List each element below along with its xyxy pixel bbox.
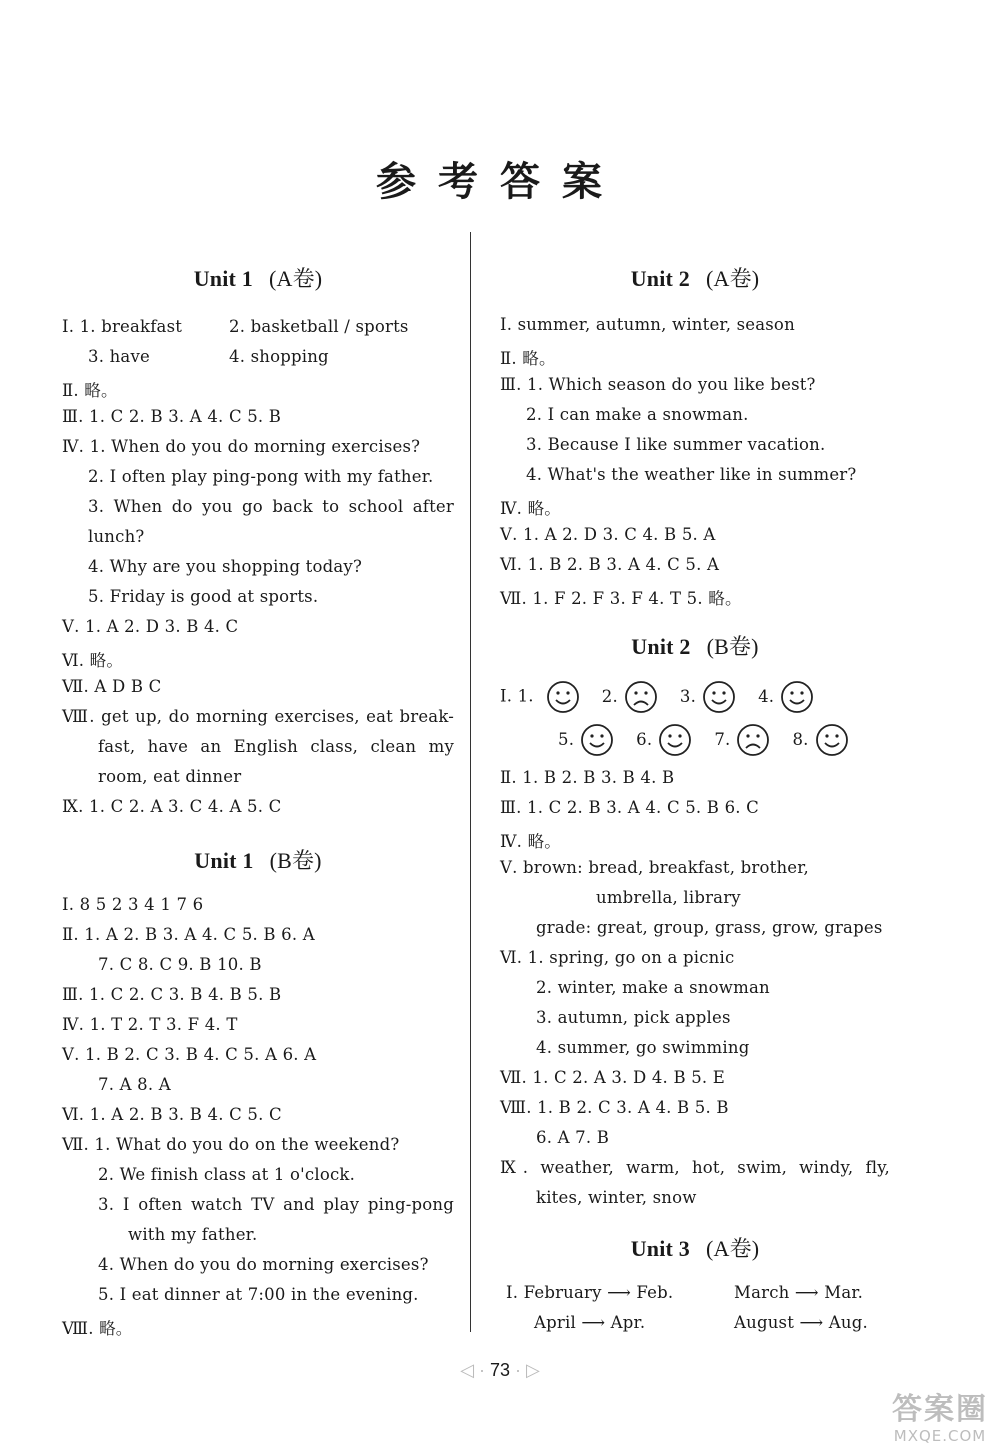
answer-line: kites, winter, snow [536,1188,697,1207]
answer-line: Ⅴ. 1. A 2. D 3. B 4. C [62,617,239,636]
answer-line: Ⅲ. 1. Which season do you like best? [500,375,816,394]
face-answer [636,730,692,749]
paper-label: (A卷) [268,266,323,291]
answer-line: Ⅶ. A D B C [62,677,162,696]
sad-face-icon [624,680,658,714]
answer-line: room, eat dinner [98,767,242,786]
answer-line: Ⅱ. 略。 [500,349,556,368]
answer-line: August ⟶ Aug. [734,1313,868,1332]
answer-line: 4. Why are you shopping today? [88,557,362,576]
answer-line: Ⅵ. 1. B 2. B 3. A 4. C 5. A [500,555,720,574]
face-answer [680,687,736,706]
answer-line: lunch? [88,527,145,546]
answer-line: 3. When do you go back to school after [88,497,454,516]
face-number: 5. [558,729,575,749]
unit1-b-heading [62,844,454,875]
answer-line: March ⟶ Mar. [734,1283,864,1302]
face-number: 7. [714,729,731,749]
paper-label: (A卷) [705,1236,760,1261]
answer-line: Ⅲ. 1. C 2. B 3. A 4. C 5. B [62,407,282,426]
answer-line: 3. have [88,347,150,366]
smiley-face-icon [702,680,736,714]
face-number: 4. [758,686,775,706]
face-answer [714,730,770,749]
watermark-text: 答案圈 [892,1392,988,1427]
answer-line: Ⅶ. 1. F 2. F 3. F 4. T 5. 略。 [500,589,742,608]
unit-label: Unit 1 [194,848,254,873]
answer-line: Ⅷ. get up, do morning exercises, eat break- [62,707,454,726]
smiley-face-icon [815,723,849,757]
answer-line: Ⅸ. weather, warm, hot, swim, windy, fly, [500,1158,890,1177]
answer-line: 7. C 8. C 9. B 10. B [98,955,262,974]
faces-row-1 [500,680,814,714]
face-answer [540,687,580,706]
answer-line: Ⅳ. 略。 [500,832,561,851]
face-answer [758,687,814,706]
face-answer [602,687,658,706]
answer-line: Ⅰ. summer, autumn, winter, season [500,315,795,334]
smiley-face-icon [658,723,692,757]
paper-label: (B卷) [269,848,322,873]
unit-label: Unit 2 [631,634,691,659]
answer-line: 2. I often play ping-pong with my father. [88,467,434,486]
answer-line: Ⅷ. 略。 [62,1319,133,1338]
answer-line: 4. When do you do morning exercises? [98,1255,429,1274]
answer-line: grade: great, group, grass, grow, grapes [536,918,883,937]
face-number: 3. [679,686,697,706]
unit1-a-heading [62,262,454,293]
answer-line: 6. A 7. B [536,1128,610,1147]
answer-line: 5. I eat dinner at 7:00 in the evening. [98,1285,419,1304]
answer-line: Ⅵ. 1. A 2. B 3. B 4. C 5. C [62,1105,282,1124]
unit-label: Unit 3 [630,1236,690,1261]
answer-line: Ⅲ. 1. C 2. B 3. A 4. C 5. B 6. C [500,798,759,817]
unit-label: Unit 1 [193,266,253,291]
face-number: 8. [792,729,809,749]
answer-line: April ⟶ Apr. [534,1313,646,1332]
unit2-a-heading [500,262,890,293]
answer-line: 3. I often watch TV and play ping-pong [98,1195,454,1214]
answer-line: Ⅰ. February ⟶ Feb. [506,1283,674,1302]
sad-face-icon [736,723,770,757]
watermark-domain: MXQE.COM [893,1427,987,1445]
faces-row-2 [536,723,849,757]
page-number-text: 73 [489,1360,511,1380]
answer-line: 7. A 8. A [98,1075,171,1094]
answer-line: 3. Because I like summer vacation. [526,435,826,454]
answer-line: Ⅰ. 1. breakfast [62,317,183,336]
answer-line: fast, have an English class, clean my [98,737,454,756]
answer-line: 2. basketball / sports [229,317,409,336]
answer-line: 4. shopping [229,347,329,366]
answer-line: Ⅱ. 1. A 2. B 3. A 4. C 5. B 6. A [62,925,315,944]
answer-line: Ⅶ. 1. What do you do on the weekend? [62,1135,400,1154]
answer-line: with my father. [128,1225,258,1244]
face-answer [792,730,848,749]
unit2-b-heading [500,630,890,661]
answer-line: Ⅳ. 略。 [500,499,561,518]
face-number: 6. [636,729,653,749]
paper-label: (B卷) [706,634,759,659]
answer-line: 3. autumn, pick apples [536,1008,731,1027]
answer-line: 2. winter, make a snowman [536,978,770,997]
smiley-face-icon [780,680,814,714]
answer-line: Ⅱ. 1. B 2. B 3. B 4. B [500,768,675,787]
answer-line: 2. I can make a snowman. [526,405,749,424]
answer-line: Ⅵ. 1. spring, go on a picnic [500,948,735,967]
answer-line: 4. summer, go swimming [536,1038,750,1057]
answer-line: Ⅰ. 8 5 2 3 4 1 7 6 [62,895,204,914]
smiley-face-icon [546,680,580,714]
paper-label: (A卷) [705,266,760,291]
answer-line: umbrella, library [596,888,741,907]
answer-line: Ⅷ. 1. B 2. C 3. A 4. B 5. B [500,1098,729,1117]
smiley-face-icon [580,723,614,757]
answer-line: Ⅸ. 1. C 2. A 3. C 4. A 5. C [62,797,282,816]
face-number: 2. [601,686,618,706]
unit3-a-heading [500,1232,890,1263]
unit-label: Unit 2 [630,266,690,291]
watermark-logo [885,1393,995,1445]
answer-line: Ⅱ. 略。 [62,381,118,400]
page-title: 参考答案 [376,158,624,205]
answer-line: Ⅴ. 1. A 2. D 3. C 4. B 5. A [500,525,716,544]
answer-line: Ⅲ. 1. C 2. C 3. B 4. B 5. B [62,985,282,1004]
answer-line: 2. We finish class at 1 o'clock. [98,1165,356,1184]
answer-line: Ⅴ. 1. B 2. C 3. B 4. C 5. A 6. A [62,1045,317,1064]
page-number: ◁ · 73 · ▷ [460,1360,540,1380]
answer-line: 5. Friday is good at sports. [88,587,319,606]
answer-line: 4. What's the weather like in summer? [526,465,857,484]
column-divider [470,232,471,1332]
face-answer [558,730,614,749]
answer-line: Ⅶ. 1. C 2. A 3. D 4. B 5. E [500,1068,726,1087]
answer-line: Ⅳ. 1. When do you do morning exercises? [62,437,421,456]
answer-label: Ⅰ. 1. [500,686,534,706]
answer-line: Ⅴ. brown: bread, breakfast, brother, [500,858,809,877]
answer-line: Ⅳ. 1. T 2. T 3. F 4. T [62,1015,238,1034]
answer-line: Ⅵ. 略。 [62,651,124,670]
